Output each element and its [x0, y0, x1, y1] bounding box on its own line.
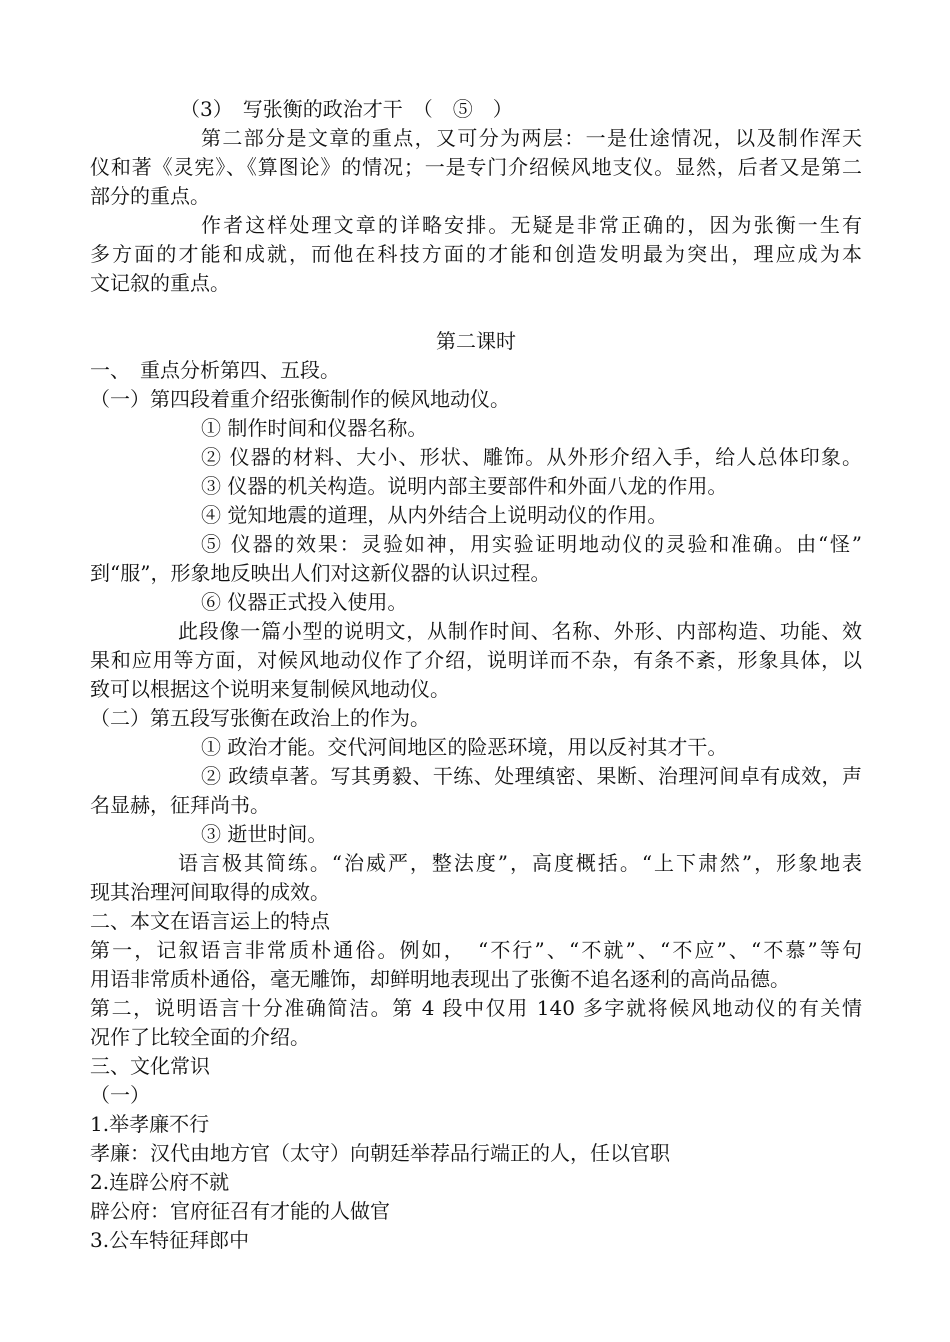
document-page [90, 95, 862, 1255]
term-definition: 辟公府：官府征召有才能的人做官 [90, 1199, 390, 1223]
section-heading: 一、 重点分析第四、五段。 [90, 358, 340, 382]
paragraph-line: 多方面的才能和成就，而他在科技方面的才能和创造发明最为突出，理应成为本 [90, 242, 862, 266]
list-item: ② 仪器的材料、大小、形状、雕饰。从外形介绍入手，给人总体印象。 [201, 445, 862, 469]
subsection-heading: （一） [90, 1083, 150, 1107]
list-item: ④ 觉知地震的道理，从内外结合上说明动仪的作用。 [201, 503, 668, 527]
list-item: ⑥ 仪器正式投入使用。 [201, 590, 408, 614]
term-heading: 2.连辟公府不就 [90, 1170, 230, 1194]
list-item: ③ 逝世时间。 [201, 822, 328, 846]
paragraph-line: 语言极其简练。“治威严，整法度”，高度概括。“上下肃然”，形象地表 [178, 851, 862, 875]
paragraph-line: 第二，说明语言十分准确简洁。第 4 段中仅用 140 多字就将候风地动仪的有关情 [90, 996, 862, 1020]
list-item: ⑤ 仪器的效果：灵验如神，用实验证明地动仪的灵验和准确。由“怪” [201, 532, 862, 556]
paragraph-line: 现其治理河间取得的成效。 [90, 880, 330, 904]
paragraph-line: 况作了比较全面的介绍。 [90, 1025, 310, 1049]
list-item: ② 政绩卓著。写其勇毅、干练、处理缜密、果断、治理河间卓有成效，声 [201, 764, 862, 788]
spacer [90, 298, 862, 327]
list-item-continuation: 到“服”，形象地反映出人们对这新仪器的认识过程。 [90, 561, 551, 585]
subsection-heading: （二）第五段写张衡在政治上的作为。 [90, 706, 430, 730]
paragraph-line: 致可以根据这个说明来复制候风地动仪。 [90, 677, 450, 701]
section-heading: 二、本文在语言运上的特点 [90, 909, 330, 933]
list-item: ① 政治才能。交代河间地区的险恶环境，用以反衬其才干。 [201, 735, 728, 759]
paragraph-line: 此段像一篇小型的说明文，从制作时间、名称、外形、内部构造、功能、效 [178, 619, 862, 643]
lesson-title: 第二课时 [436, 329, 516, 353]
paragraph-line: 部分的重点。 [90, 184, 210, 208]
term-definition: 孝廉：汉代由地方官（太守）向朝廷举荐品行端正的人，任以官职 [90, 1141, 670, 1165]
subsection-heading: （一）第四段着重介绍张衡制作的候风地动仪。 [90, 387, 510, 411]
paragraph-line: 仪和著《灵宪》、《算图论》的情况；一是专门介绍候风地支仪。显然，后者又是第二 [90, 155, 862, 179]
list-item-continuation: 名显赫，征拜尚书。 [90, 793, 270, 817]
section-heading: 三、文化常识 [90, 1054, 210, 1078]
list-item: ① 制作时间和仪器名称。 [201, 416, 428, 440]
term-heading: 1.举孝廉不行 [90, 1112, 210, 1136]
list-item: ③ 仪器的机关构造。说明内部主要部件和外面八龙的作用。 [201, 474, 728, 498]
paragraph-line: 第二部分是文章的重点，又可分为两层：一是仕途情况，以及制作浑天 [201, 126, 862, 150]
paragraph-line: 作者这样处理文章的详略安排。无疑是非常正确的，因为张衡一生有 [201, 213, 862, 237]
paragraph-line: 果和应用等方面，对候风地动仪作了介绍，说明详而不杂，有条不紊，形象具体，以 [90, 648, 862, 672]
section-heading-3: （3） 写张衡的政治才干 （ ⑤ ） [180, 97, 513, 121]
paragraph-line: 第一，记叙语言非常质朴通俗。例如， “不行”、“不就”、“不应”、“不慕”等句 [90, 938, 862, 962]
term-heading: 3.公车特征拜郎中 [90, 1228, 250, 1252]
paragraph-line: 文记叙的重点。 [90, 271, 230, 295]
paragraph-line: 用语非常质朴通俗，毫无雕饰，却鲜明地表现出了张衡不追名逐利的高尚品德。 [90, 967, 790, 991]
